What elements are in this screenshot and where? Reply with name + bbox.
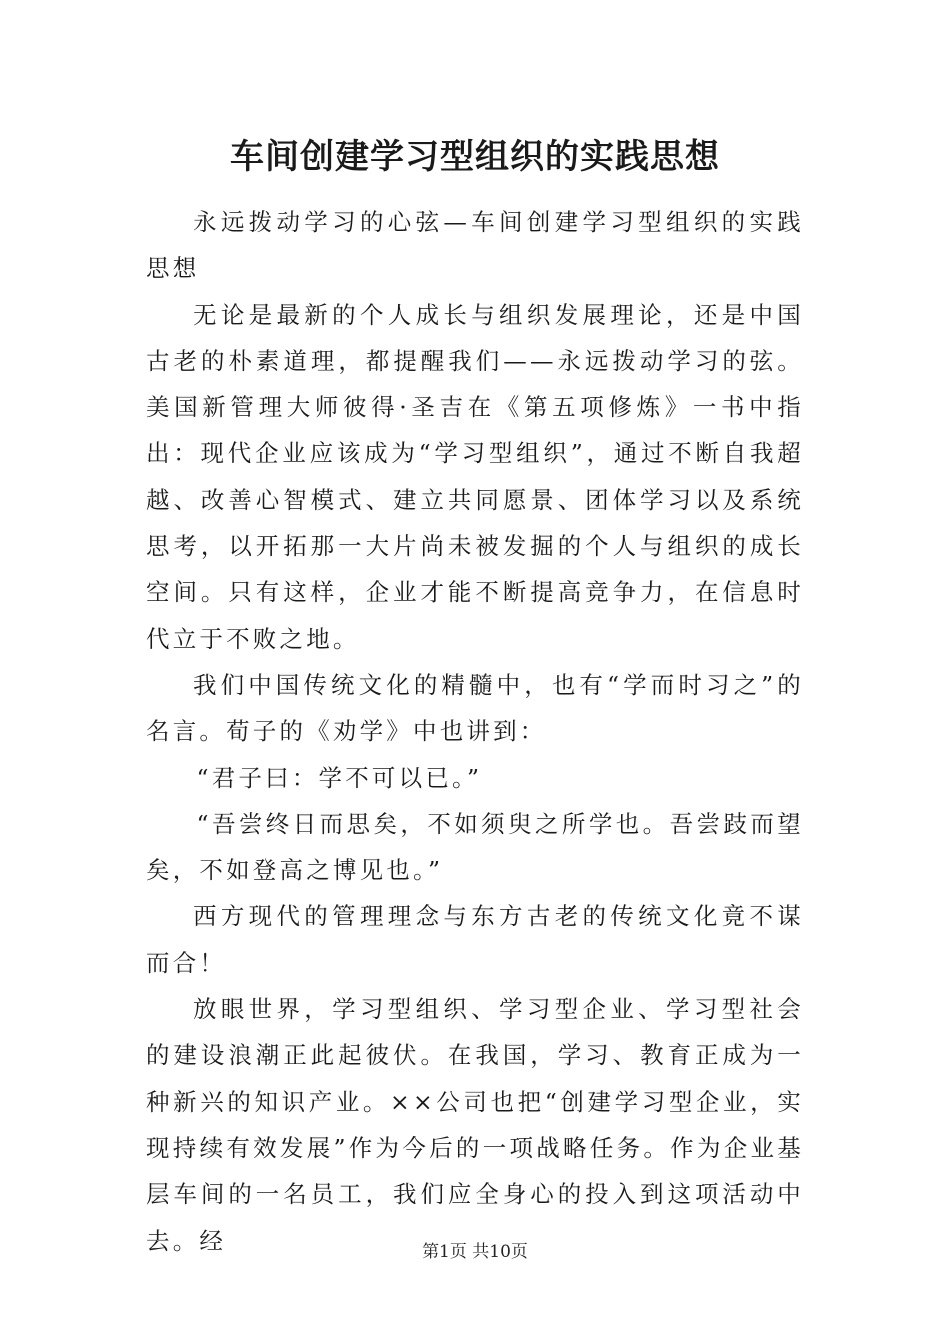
paragraph-intro: 无论是最新的个人成长与组织发展理论，还是中国古老的朴素道理，都提醒我们——永远拨动学习的弦。美国新管理大师彼得·圣吉在《第五项修炼》一书中指出：现代企业应该成为“学习型组织”，通过不断自我超越、改善心智模式、建立共同愿景、团体学习以及系统思考，以开拓那一大片尚未被发掘的个人与组织的成长空间。只有这样，企业才能不断提高竞争力，在信息时代立于不败之地。	[146, 300, 804, 653]
paragraph-subtitle: 永远拨动学习的心弦—车间创建学习型组织的实践思想	[146, 208, 804, 283]
paragraph-east-west: 西方现代的管理理念与东方古老的传统文化竟不谋而合！	[146, 902, 804, 977]
paragraph-quote-1: “君子曰：学不可以已。”	[196, 763, 483, 792]
paragraph-quote-2: “吾尝终日而思矣，不如须臾之所学也。吾尝跂而望矣，不如登高之博见也。”	[146, 809, 804, 885]
page-number-footer: 第1页 共10页	[422, 1242, 528, 1262]
paragraph-tradition: 我们中国传统文化的精髓中，也有“学而时习之”的名言。荀子的《劝学》中也讲到：	[146, 670, 804, 746]
document-title: 车间创建学习型组织的实践思想	[230, 137, 720, 177]
document-body	[146, 199, 804, 1264]
paragraph-world: 放眼世界，学习型组织、学习型企业、学习型社会的建设浪潮正此起彼伏。在我国，学习、教育正成为一种新兴的知识产业。××公司也把“创建学习型企业，实现持续有效发展”作为今后的一项战略任务。作为企业基层车间的一名员工，我们应全身心的投入到这项活动中去。经	[146, 995, 804, 1255]
